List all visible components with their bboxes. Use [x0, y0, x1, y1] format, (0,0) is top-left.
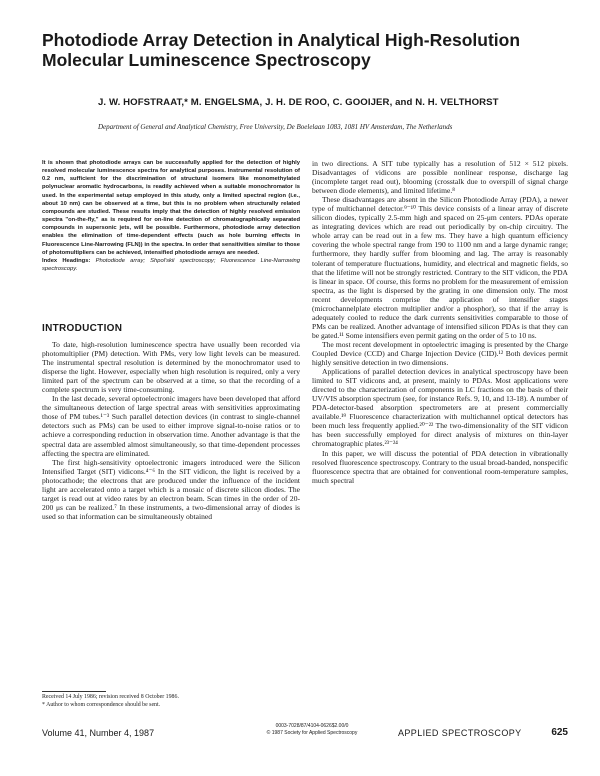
section-heading-introduction: INTRODUCTION: [42, 323, 123, 334]
index-headings-label: Index Headings:: [42, 257, 91, 264]
volume-issue: Volume 41, Number 4, 1987: [42, 728, 155, 738]
journal-name: APPLIED SPECTROSCOPY: [398, 728, 522, 738]
paragraph: Applications of parallel detection devices in analytical spectroscopy have been limited to SIT vidicons and, at present, mainly to PDAs. Most applications were directed to the characterization of components in LC fractions on the basis of their UV/VIS absorption spectrum (see, for instance Refs. 9, 10, and 13-18). A number of PDA-detector-based absorption spectrometers are at present commercially available.¹⁹ Fluorescence characterization with multichannel optical detectors has been much less frequently applied.²⁰⁻²² The two-dimensionality of the SIT vidicon has been successfully employed for direct analysis of mixtures on thin-layer chromatographic plates.²³⁻²⁴: [312, 367, 568, 449]
abstract: [42, 159, 300, 273]
left-column-body: [42, 340, 300, 521]
page-footer: [42, 723, 568, 747]
paragraph: in two directions. A SIT tube typically has a resolution of 512 × 512 pixels. Disadvantages of vidicons are possible nonlinear response, discharge lag (incomplete target read out), blooming (crosstalk due to overspill of signal charge between diode elements), and limited lifetime.⁸: [312, 159, 568, 196]
copyright: © 1987 Society for Applied Spectroscopy: [266, 729, 358, 736]
article-title: Photodiode Array Detection in Analytical High-Resolution Molecular Luminescence Spectroscopy: [42, 30, 521, 70]
paragraph: In this paper, we will discuss the potential of PDA detection in vibrationally resolved fluorescence spectroscopy. Contrary to the usual broad-banded, nonspecific fluorescence spectra that are obtained for conventional room-temperature samples, much spectral: [312, 448, 568, 485]
footnote-received: Received 14 July 1986; revision received 8 October 1986.: [42, 694, 179, 700]
index-headings: Photodiode array; Shpol'skii spectroscopy; Fluorescence Line-Narrowing spectroscopy.: [42, 257, 300, 273]
paragraph: The most recent development in optoelectric imaging is presented by the Charge Coupled Device (CCD) and Charge Injection Device (CID).¹² Both devices permit highly sensitive detection in two dimensions.: [312, 339, 568, 368]
abstract-text: It is shown that photodiode arrays can be successfully applied for the detection of highly resolved molecular luminescence spectra for analytical purposes. Instrumental resolution of 0.2 nm, sufficient for the discrimination of structural isomers like monomethylated polynuclear aromatic hydrocarbons, is readily achieved when a suitable monochromator is used. In the experimental setup employed in this study, only a limited spectral region (i.e., about 10 nm) can be observed at a time, but this is no problem when structurally related compounds are studied. These results imply that the detection of highly resolved emission spectra "on-the-fly," as is required for on-line detection of chromatographically separated compounds in supersonic jets, will be possible. Furthermore, photodiode array detection enables the elimination of time-dependent effects (such as hole burning effects in Fluorescence Line-Narrowing (FLN)) in the spectra. In order that sensitivities similar to those of photomultipliers can be achieved, intensified photodiode arrays are needed.: [42, 160, 300, 256]
author-affiliation: Department of General and Analytical Chemistry, Free University, De Boelelaan 1083, 1081 HV Amsterdam, The Netherlands: [98, 123, 453, 131]
paragraph: The first high-sensitivity optoelectronic imagers introduced were the Silicon Intensified Target (SIT) vidicons.⁴⁻⁶ In the SIT vidicon, the light is received by a photocathode; the electrons that are produced under the influence of the incident light are accelerated onto a target which is a mosaic of discrete silicon diodes. The target is read out at video rates by an electron beam. Scan times in the order of 20-200 μs can be realized.⁷ In these instruments, a two-dimensional array of diodes is used so that information can be simultaneously obtained: [42, 457, 300, 521]
paragraph: These disadvantages are absent in the Silicon Photodiode Array (PDA), a newer type of multichannel detector.⁹⁻¹⁰ This device consists of a linear array of discrete silicon diodes, typically 2.5-mm high and spaced on 25-μm centers. PDAs operate as integrating devices which are read out periodically by on-chip circuitry. The whole array can be read out in a few ms. They have a high quantum efficiency covering the whole spectral range from 190 to 1100 nm and a large dynamic range; furthermore, they hardly suffer from blooming and lag. The array is reasonably tolerant of temperature fluctuations, humidity, and electrical and magnetic fields, so that the lifetime will not be strongly restricted. Contrary to the SIT vidicon, the PDA is linear in space. Of course, this forms no problem for the measurement of emission spectra, as the light is dispersed by the grating in one dimension only. The most recent developments comprise the application of intensifier stages (microchannelplate electron multiplier and/or a phosphor), so that if the array is adequately cooled to reduce the dark currents sensitivities comparable to those of PMs can be realized. Another advantage of intensified silicon PDAs is that they can be gated.¹¹ Some intensifiers even permit gating on the order of 5 to 10 ns.: [312, 195, 568, 340]
paragraph: To date, high-resolution luminescence spectra have usually been recorded via photomultiplier (PM) detection. With PMs, very low light levels can be measured. The instrumental spectral resolution is determined by the monochromator used to disperse the light. However, especially when high resolution is required, only a very limited part of the spectrum can be observed at a time, so that the recording of a complete spectrum is very time-consuming.: [42, 340, 300, 395]
paragraph: In the last decade, several optoelectronic imagers have been developed that afford the simultaneous detection of large spectral areas with sensitivities approximating those of PM tubes.¹⁻³ Such parallel detection devices (in contrast to single-channel detectors such as PMs) can be used to either improve signal-to-noise ratios or to achieve a corresponding reduction in observation time. Another advantage is that the spectral data are assembled almost simultaneously, so that time-dependent processes affecting the spectra are eliminated.: [42, 394, 300, 458]
page-number: 625: [551, 727, 568, 738]
footer-center-block: [247, 723, 377, 736]
footnote-divider: [42, 691, 106, 692]
footnotes: [42, 694, 300, 709]
author-list: J. W. HOFSTRAAT,* M. ENGELSMA, J. H. DE ROO, C. GOOIJER, and N. H. VELTHORST: [98, 97, 499, 108]
right-column-body: [312, 159, 568, 485]
issn: 0003-7028/87/4104-0626$2.00/0: [275, 723, 349, 729]
footnote-correspondence: * Author to whom correspondence should be sent.: [42, 701, 161, 708]
